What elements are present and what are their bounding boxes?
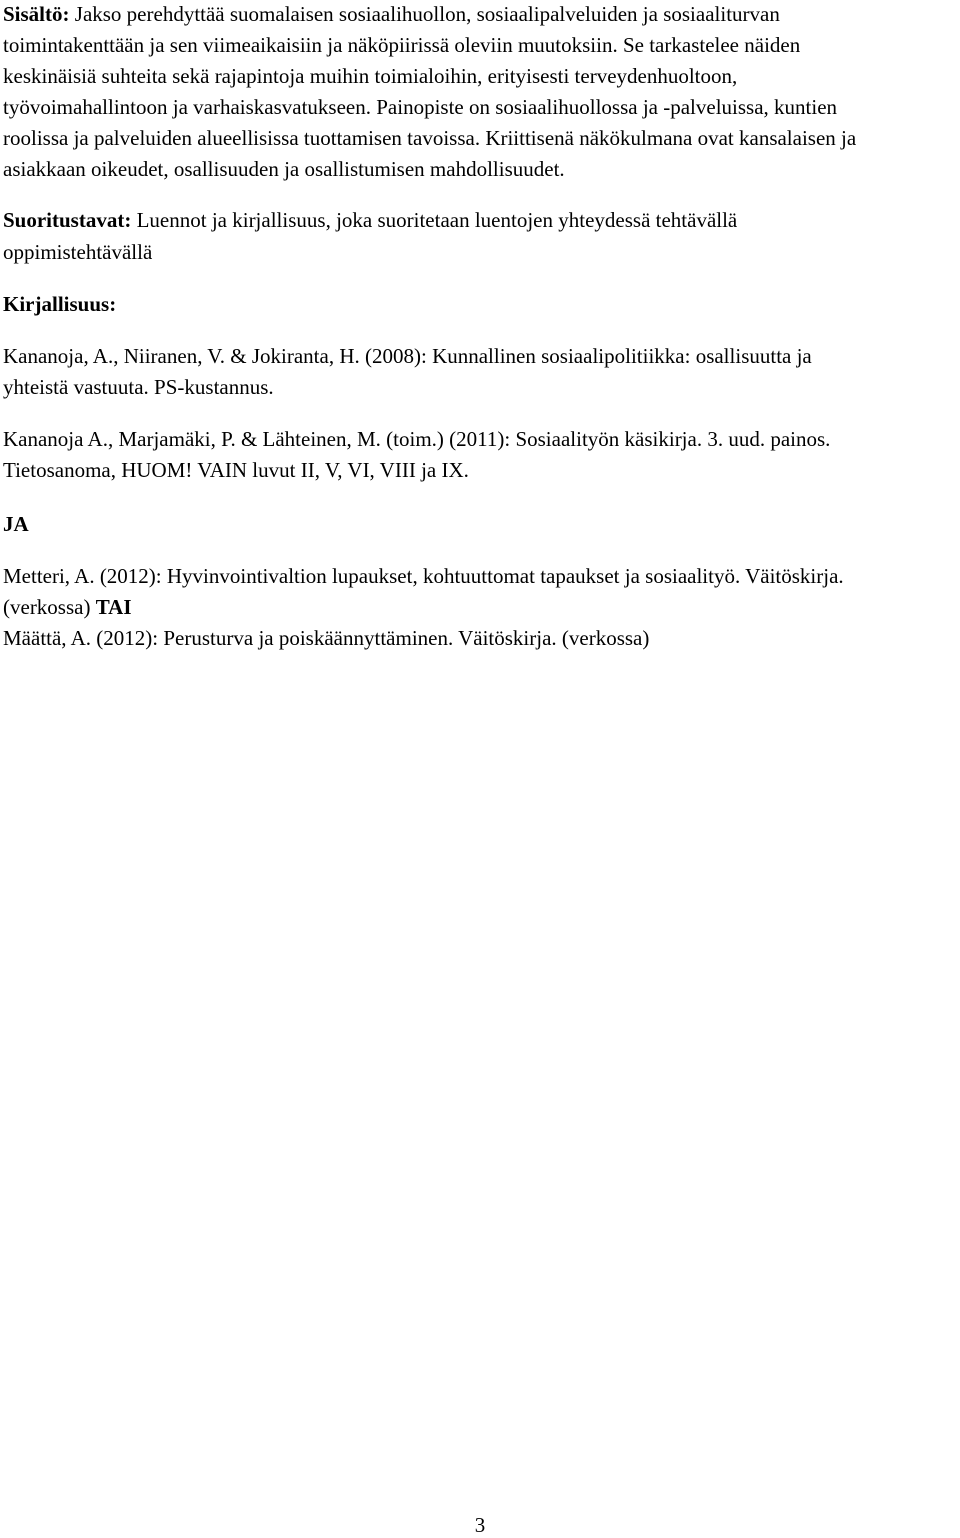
methods-line-1 [3, 207, 737, 233]
reference-3-text-2: (verkossa) [3, 595, 96, 619]
content-label: Sisältö: [3, 2, 70, 26]
reference-2-line-1: Kananoja A., Marjamäki, P. & Lähteinen, M. (toim.) (2011): Sosiaalityön käsikirja. 3. uud. painos. [3, 427, 831, 451]
page-number: 3 [474, 1513, 486, 1537]
content-line-2: toimintakenttään ja sen viimeaikaisiin ja näköpiirissä oleviin muutoksiin. Se tarkastelee näiden [3, 33, 801, 57]
content-text-1: Jakso perehdyttää suomalaisen sosiaalihuollon, sosiaalipalveluiden ja sosiaaliturvan [69, 2, 780, 26]
methods-text-1: Luennot ja kirjallisuus, joka suoritetaan luentojen yhteydessä tehtävällä [131, 208, 738, 232]
reference-4: Määttä, A. (2012): Perusturva ja poiskäännyttäminen. Väitöskirja. (verkossa) [3, 626, 650, 650]
reference-1-line-2: yhteistä vastuuta. PS-kustannus. [3, 375, 274, 399]
content-line-1 [3, 1, 780, 27]
reference-3-line-2 [3, 594, 132, 620]
and-separator: JA [3, 512, 29, 536]
methods-label: Suoritustavat: [3, 208, 132, 232]
content-line-5: roolissa ja palveluiden alueellisissa tuottamisen tavoissa. Kriittisenä näkökulmana ovat kansalaisen ja [3, 126, 857, 150]
reference-3-line-1: Metteri, A. (2012): Hyvinvointivaltion lupaukset, kohtuuttomat tapaukset ja sosiaalityö. Väitöskirja. [3, 564, 844, 588]
methods-line-2: oppimistehtävällä [3, 240, 153, 264]
reference-2-line-2: Tietosanoma, HUOM! VAIN luvut II, V, VI, VIII ja IX. [3, 458, 469, 482]
or-separator: TAI [95, 595, 132, 619]
reference-1-line-1: Kananoja, A., Niiranen, V. & Jokiranta, H. (2008): Kunnallinen sosiaalipolitiikka: osallisuutta ja [3, 344, 812, 368]
content-line-6: asiakkaan oikeudet, osallisuuden ja osallistumisen mahdollisuudet. [3, 157, 565, 181]
content-line-4: työvoimahallintoon ja varhaiskasvatukseen. Painopiste on sosiaalihuollossa ja -palveluissa, kuntien [3, 95, 838, 119]
content-line-3: keskinäisiä suhteita sekä rajapintoja muihin toimialoihin, erityisesti terveydenhuoltoon, [3, 64, 738, 88]
literature-heading: Kirjallisuus: [3, 292, 117, 316]
